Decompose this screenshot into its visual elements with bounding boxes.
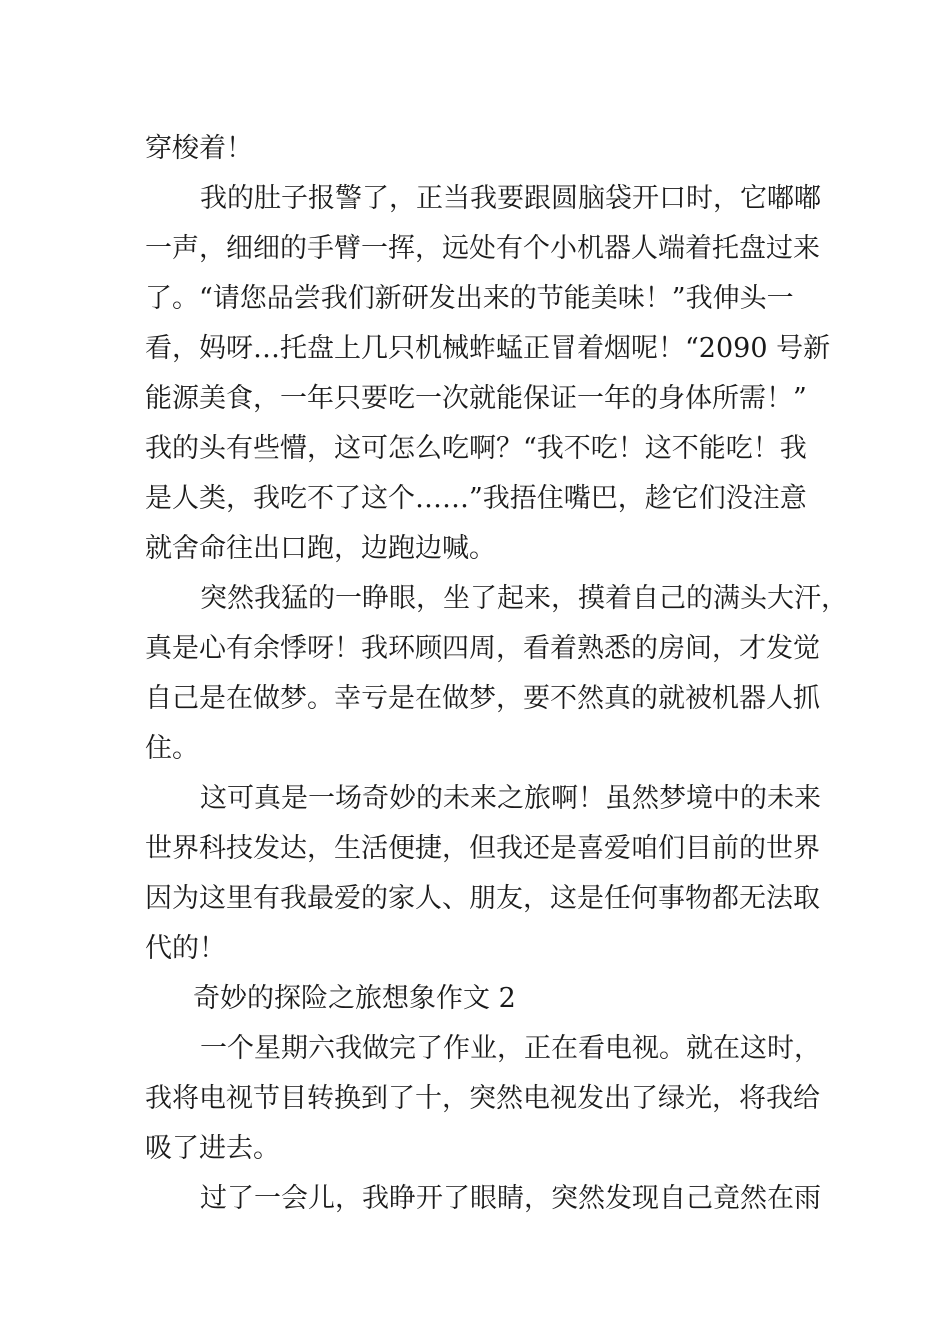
paragraph-line: 穿梭着！ xyxy=(145,133,253,164)
paragraph-line: 看，妈呀…托盘上几只机械蚱蜢正冒着烟呢！“2090 号新 xyxy=(145,333,831,364)
paragraph-line: 世界科技发达，生活便捷，但我还是喜爱咱们目前的世界 xyxy=(145,833,820,864)
section-title: 奇妙的探险之旅想象作文 2 xyxy=(193,983,516,1014)
paragraph-line: 是人类，我吃不了这个……”我捂住嘴巴，趁它们没注意 xyxy=(145,483,807,514)
paragraph-line: 住。 xyxy=(145,733,199,764)
paragraph-line: 我的头有些懵，这可怎么吃啊？“我不吃！这不能吃！我 xyxy=(145,433,807,464)
paragraph-line: 突然我猛的一睁眼，坐了起来，摸着自己的满头大汗， xyxy=(200,583,848,614)
paragraph-line: 我将电视节目转换到了十，突然电视发出了绿光，将我给 xyxy=(145,1083,820,1114)
paragraph-line: 我的肚子报警了，正当我要跟圆脑袋开口时，它嘟嘟 xyxy=(200,183,821,214)
paragraph-line: 这可真是一场奇妙的未来之旅啊！虽然梦境中的未来 xyxy=(200,783,821,814)
paragraph-line: 自己是在做梦。幸亏是在做梦，要不然真的就被机器人抓 xyxy=(145,683,820,714)
paragraph-line: 一个星期六我做完了作业，正在看电视。就在这时， xyxy=(200,1033,821,1064)
paragraph-line: 吸了进去。 xyxy=(145,1133,280,1164)
paragraph-line: 过了一会儿，我睁开了眼睛，突然发现自己竟然在雨 xyxy=(200,1183,821,1214)
paragraph-line: 代的！ xyxy=(145,933,226,964)
paragraph-line: 就舍命往出口跑，边跑边喊。 xyxy=(145,533,496,564)
paragraph-line: 一声，细细的手臂一挥，远处有个小机器人端着托盘过来 xyxy=(145,233,820,264)
paragraph-line: 真是心有余悸呀！我环顾四周，看着熟悉的房间，才发觉 xyxy=(145,633,820,664)
paragraph-line: 能源美食，一年只要吃一次就能保证一年的身体所需！” xyxy=(145,383,807,414)
paragraph-line: 了。“请您品尝我们新研发出来的节能美味！”我伸头一 xyxy=(145,283,794,314)
paragraph-line: 因为这里有我最爱的家人、朋友，这是任何事物都无法取 xyxy=(145,883,820,914)
